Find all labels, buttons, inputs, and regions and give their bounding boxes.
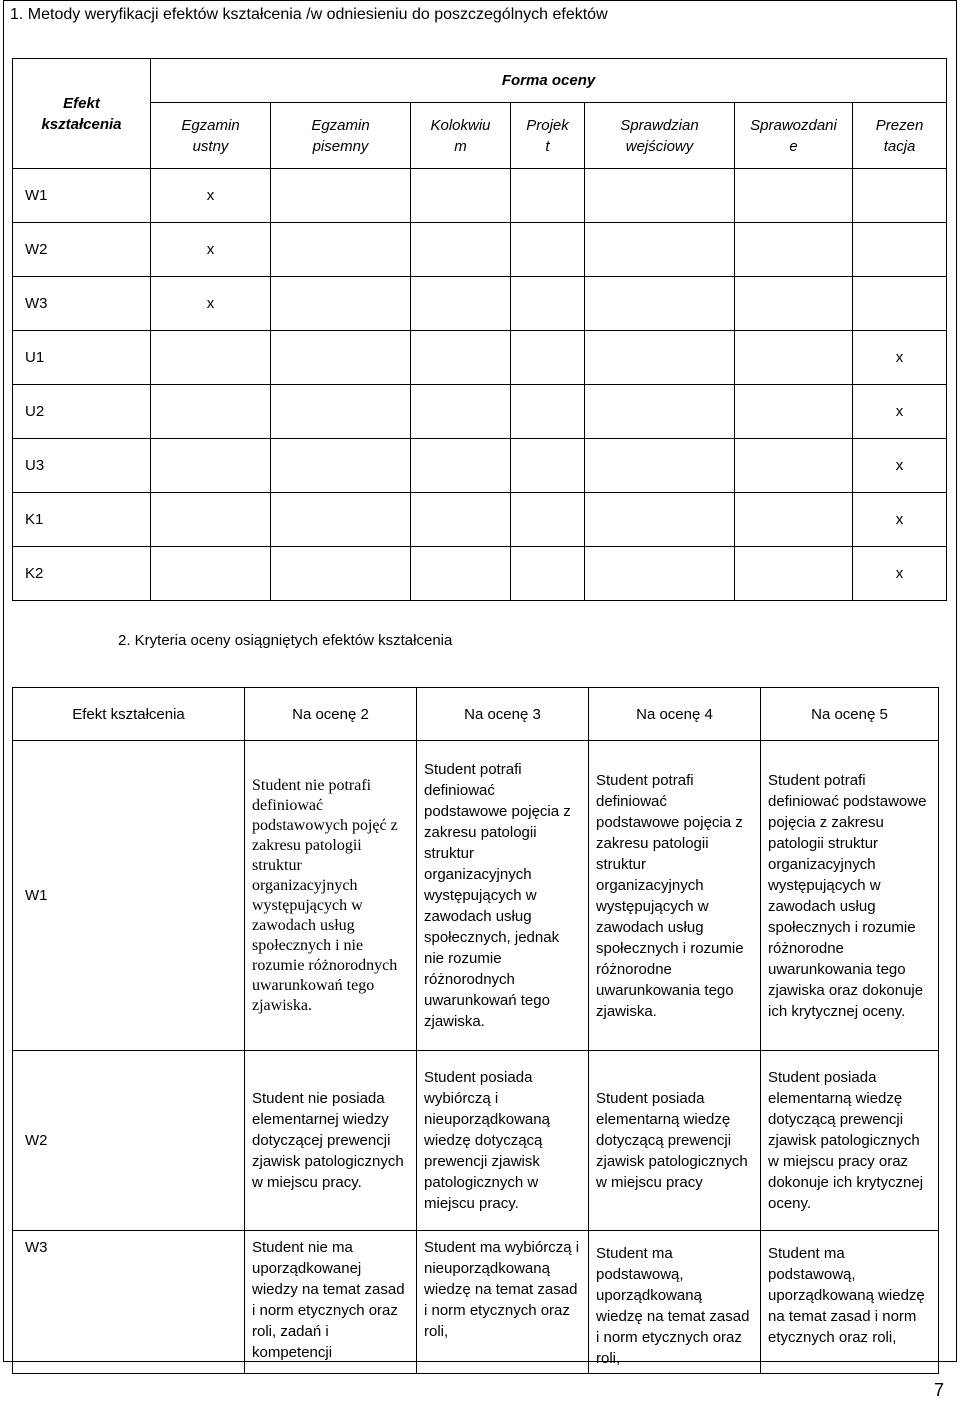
mark-cell bbox=[511, 331, 585, 385]
table-row bbox=[13, 223, 947, 277]
section2-heading: 2. Kryteria oceny osiągniętych efektów kształcenia bbox=[118, 632, 453, 649]
criteria-cell: Student nie posiada elementarnej wiedzy dotyczącej prewencji zjawisk patologicznych w miejscu pracy. bbox=[245, 1051, 417, 1231]
column-header-part: Egzamin bbox=[181, 116, 240, 134]
mark-cell bbox=[511, 223, 585, 277]
mark-cell bbox=[411, 223, 511, 277]
mark-cell bbox=[411, 493, 511, 547]
column-header-part: Sprawozdani bbox=[750, 116, 837, 134]
form-column-header bbox=[411, 103, 511, 169]
mark-cell bbox=[585, 385, 735, 439]
mark-cell bbox=[511, 277, 585, 331]
mark-cell bbox=[735, 223, 853, 277]
mark-cell: x bbox=[151, 169, 271, 223]
mark-cell bbox=[411, 439, 511, 493]
column-header-part: Sprawdzian bbox=[620, 116, 699, 134]
form-column-header bbox=[271, 103, 411, 169]
column-header-part: Projek bbox=[526, 116, 569, 134]
mark-cell bbox=[735, 385, 853, 439]
criteria-cell: Student ma podstawową, uporządkowaną wiedzę na temat zasad i norm etycznych oraz roli, bbox=[589, 1231, 761, 1374]
criteria-cell: Student potrafi definiować podstawowe pojęcia z zakresu patologii struktur organizacyjnych występujących w zawodach usług społecznych i rozumie różnorodne uwarunkowania tego zjawiska oraz dokonuje ich krytycznej oceny. bbox=[761, 741, 939, 1051]
mark-cell bbox=[735, 331, 853, 385]
mark-cell bbox=[411, 331, 511, 385]
mark-cell: x bbox=[853, 547, 947, 601]
mark-cell bbox=[585, 331, 735, 385]
table-row bbox=[13, 385, 947, 439]
criteria-cell: Student ma podstawową, uporządkowaną wiedzę na temat zasad i norm etycznych oraz roli, bbox=[761, 1231, 939, 1374]
mark-cell bbox=[735, 277, 853, 331]
effect-label: W1 bbox=[13, 169, 151, 223]
form-column-header bbox=[735, 103, 853, 169]
mark-cell bbox=[411, 547, 511, 601]
criteria-cell: Student nie potrafi definiować podstawowych pojęć z zakresu patologii struktur organizacyjnych występujących w zawodach usług społecznych i nie rozumie różnorodnych uwarunkowań tego zjawiska. bbox=[245, 741, 417, 1051]
mark-cell: x bbox=[151, 277, 271, 331]
criteria-cell: Student potrafi definiować podstawowe pojęcia z zakresu patologii struktur organizacyjnych występujących w zawodach usług społecznych, jednak nie rozumie różnorodnych uwarunkowań tego zjawiska. bbox=[417, 741, 589, 1051]
mark-cell bbox=[511, 169, 585, 223]
section1-heading: 1. Metody weryfikacji efektów kształcenia /w odniesieniu do poszczególnych efektów bbox=[10, 6, 608, 23]
criteria-cell: Student posiada elementarną wiedzę dotyczącą prewencji zjawisk patologicznych w miejscu pracy oraz dokonuje ich krytycznej oceny. bbox=[761, 1051, 939, 1231]
criteria-column-header: Na ocenę 4 bbox=[589, 688, 761, 741]
mark-cell bbox=[411, 277, 511, 331]
effect-label: U1 bbox=[13, 331, 151, 385]
mark-cell bbox=[585, 439, 735, 493]
mark-cell bbox=[585, 277, 735, 331]
form-column-header bbox=[511, 103, 585, 169]
mark-cell bbox=[511, 493, 585, 547]
mark-cell bbox=[151, 385, 271, 439]
mark-cell bbox=[271, 547, 411, 601]
corner-header: Efekt kształcenia bbox=[13, 59, 151, 169]
mark-cell bbox=[271, 385, 411, 439]
mark-cell bbox=[511, 547, 585, 601]
column-header-part: Prezen bbox=[875, 116, 924, 134]
column-header-part: e bbox=[789, 137, 798, 155]
effect-label: K1 bbox=[13, 493, 151, 547]
mark-cell bbox=[585, 493, 735, 547]
mark-cell bbox=[151, 439, 271, 493]
criteria-column-header: Na ocenę 5 bbox=[761, 688, 939, 741]
mark-cell bbox=[585, 547, 735, 601]
column-header-part: tacja bbox=[883, 137, 916, 155]
mark-cell bbox=[853, 169, 947, 223]
mark-cell: x bbox=[853, 331, 947, 385]
effect-label: W2 bbox=[13, 1051, 245, 1231]
mark-cell bbox=[511, 439, 585, 493]
mark-cell bbox=[151, 331, 271, 385]
effect-label: W1 bbox=[13, 741, 245, 1051]
mark-cell bbox=[271, 493, 411, 547]
mark-cell bbox=[411, 385, 511, 439]
criteria-cell: Student potrafi definiować podstawowe pojęcia z zakresu patologii struktur organizacyjnych występujących w zawodach usług społecznych i rozumie różnorodne uwarunkowania tego zjawiska. bbox=[589, 741, 761, 1051]
mark-cell bbox=[411, 169, 511, 223]
column-header-part: ustny bbox=[192, 137, 229, 155]
table-row bbox=[13, 547, 947, 601]
mark-cell bbox=[151, 547, 271, 601]
table-row bbox=[13, 1231, 939, 1374]
criteria-column-header: Efekt kształcenia bbox=[13, 688, 245, 741]
criteria-column-header: Na ocenę 2 bbox=[245, 688, 417, 741]
column-header-part: pisemny bbox=[312, 137, 369, 155]
mark-cell bbox=[735, 493, 853, 547]
mark-cell bbox=[151, 493, 271, 547]
criteria-cell: Student posiada wybiórczą i nieuporządkowaną wiedzę dotyczącą prewencji zjawisk patologicznych w miejscu pracy. bbox=[417, 1051, 589, 1231]
effect-label: W3 bbox=[13, 1231, 245, 1374]
mark-cell bbox=[735, 439, 853, 493]
mark-cell bbox=[735, 547, 853, 601]
verification-methods-table bbox=[12, 58, 947, 601]
criteria-column-header: Na ocenę 3 bbox=[417, 688, 589, 741]
group-header: Forma oceny bbox=[151, 59, 947, 103]
column-header-part: wejściowy bbox=[625, 137, 694, 155]
column-header-part: t bbox=[545, 137, 550, 155]
mark-cell bbox=[735, 169, 853, 223]
criteria-cell: Student posiada elementarną wiedzę dotyczącą prewencji zjawisk patologicznych w miejscu pracy bbox=[589, 1051, 761, 1231]
mark-cell bbox=[271, 169, 411, 223]
mark-cell bbox=[853, 277, 947, 331]
mark-cell bbox=[271, 277, 411, 331]
table-row bbox=[13, 277, 947, 331]
mark-cell bbox=[585, 223, 735, 277]
column-header-part: m bbox=[454, 137, 467, 155]
mark-cell: x bbox=[853, 439, 947, 493]
mark-cell bbox=[271, 223, 411, 277]
mark-cell bbox=[271, 439, 411, 493]
mark-cell bbox=[853, 223, 947, 277]
table-row bbox=[13, 331, 947, 385]
mark-cell: x bbox=[853, 493, 947, 547]
criteria-cell: Student nie ma uporządkowanej wiedzy na temat zasad i norm etycznych oraz roli, zadań i kompetencji bbox=[245, 1231, 417, 1374]
mark-cell bbox=[511, 385, 585, 439]
assessment-criteria-table bbox=[12, 687, 939, 1374]
mark-cell bbox=[271, 331, 411, 385]
form-column-header bbox=[853, 103, 947, 169]
effect-label: U3 bbox=[13, 439, 151, 493]
criteria-cell: Student ma wybiórczą i nieuporządkowaną wiedzę na temat zasad i norm etycznych oraz roli, bbox=[417, 1231, 589, 1374]
page-number: 7 bbox=[933, 1380, 944, 1400]
form-column-header bbox=[151, 103, 271, 169]
mark-cell: x bbox=[853, 385, 947, 439]
table-row bbox=[13, 169, 947, 223]
mark-cell: x bbox=[151, 223, 271, 277]
form-column-header bbox=[585, 103, 735, 169]
column-header-part: Kolokwiu bbox=[430, 116, 491, 134]
effect-label: W3 bbox=[13, 277, 151, 331]
table-row bbox=[13, 439, 947, 493]
column-header-part: Egzamin bbox=[311, 116, 370, 134]
effect-label: U2 bbox=[13, 385, 151, 439]
table-row bbox=[13, 1051, 939, 1231]
table-row bbox=[13, 493, 947, 547]
effect-label: W2 bbox=[13, 223, 151, 277]
mark-cell bbox=[585, 169, 735, 223]
table-row bbox=[13, 741, 939, 1051]
effect-label: K2 bbox=[13, 547, 151, 601]
